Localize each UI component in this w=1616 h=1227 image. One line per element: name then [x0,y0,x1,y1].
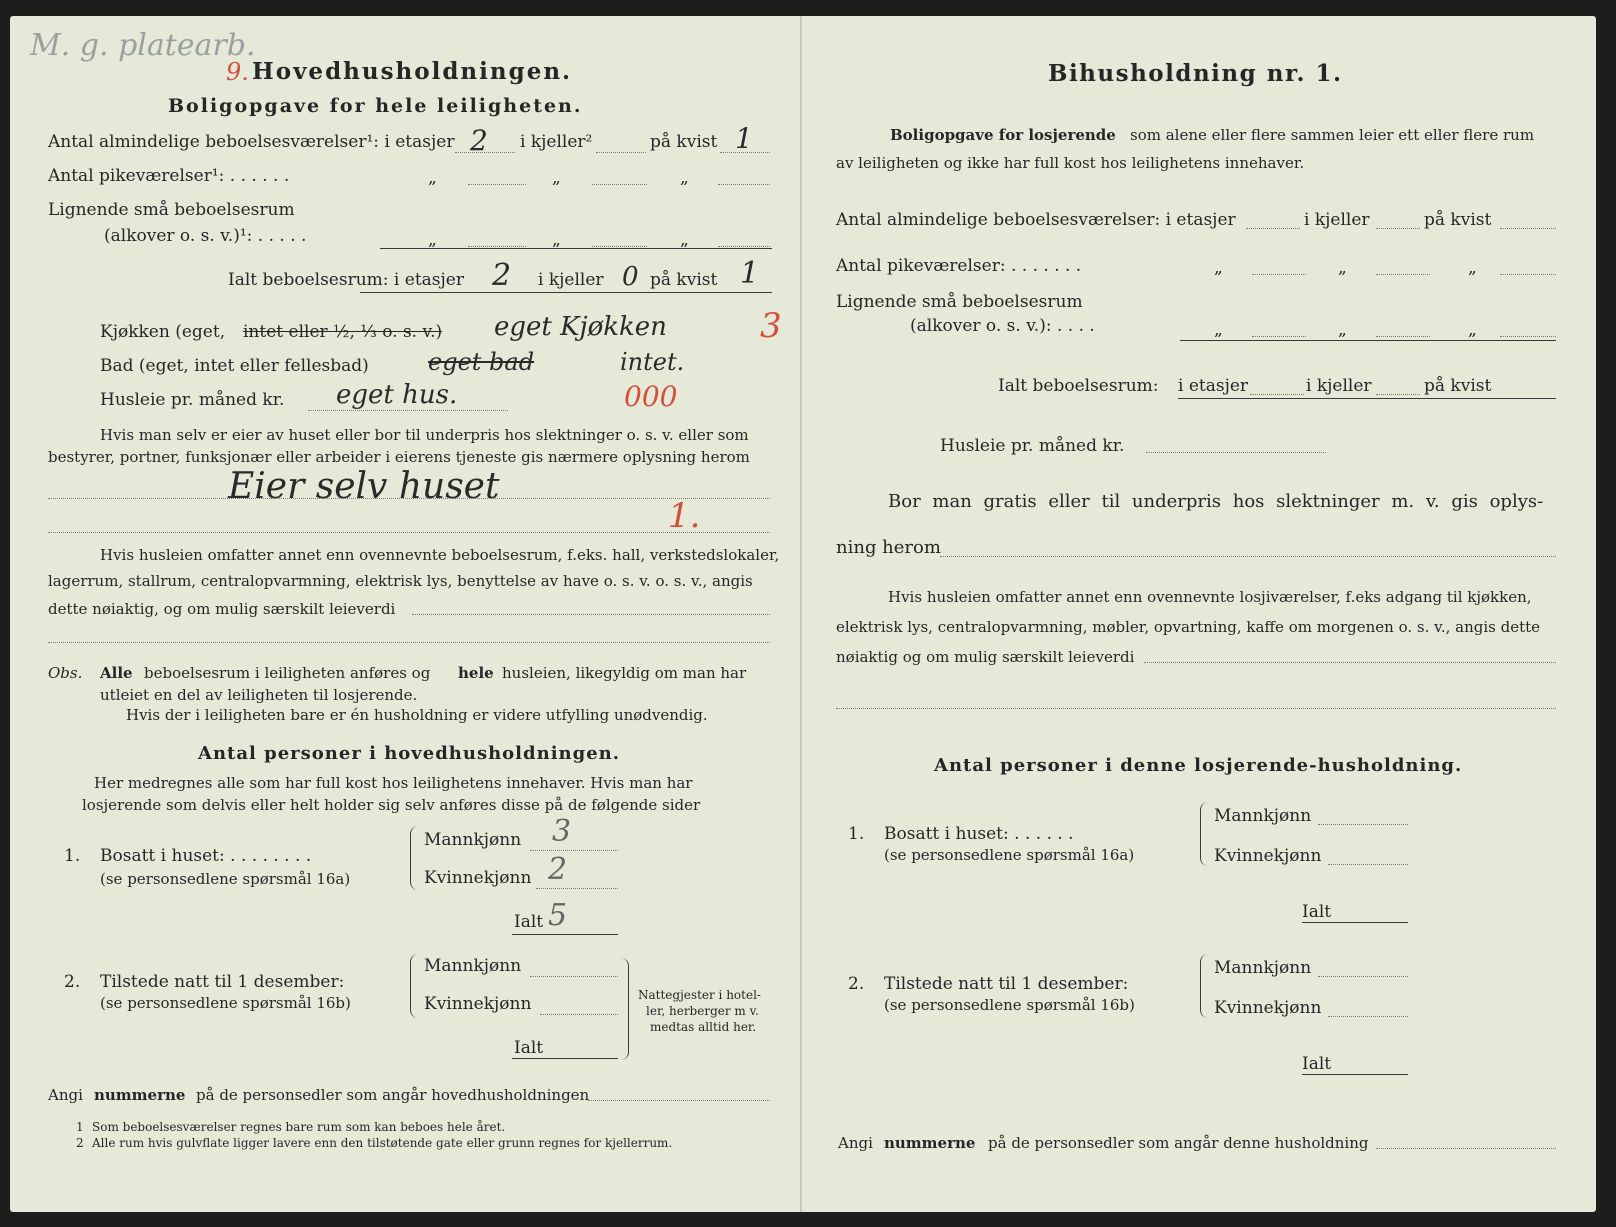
eier-line [48,498,770,499]
right-tilstede-label: Tilstede natt til 1 desember: [884,974,1129,994]
footnote-2-num: 2 [76,1136,84,1150]
eier-text-2: bestyrer, portner, funksjonær eller arbeider i eierens tjeneste gis nærmere oplysning herom [48,448,750,466]
omfatter-2: lagerrum, stallrum, centralopvarmning, elektrisk lys, benyttelse av have o. s. v. o. s. v., angis [48,572,753,590]
right-intro-bold: Boligopgave for losjerende [890,126,1116,144]
ditto-mark: „ [552,168,561,188]
right-intro-text-2: av leiligheten og ikke har full kost hos leilighetens innehaver. [836,154,1305,172]
right-tilstede-kvinne: Kvinnekjønn [1214,998,1322,1018]
omfatter-3: dette nøiaktig, og om mulig særskilt leieverdi [48,600,396,618]
center-fold [800,16,802,1212]
footnote-2: Alle rum hvis gulvflate ligger lavere enn den tilstøtende gate eller grunn regnes for kjellerrum. [92,1136,673,1150]
right-row2-label: Antal pikeværelser: . . . . . . . [836,256,1082,276]
bosatt-kvinne-line [536,888,618,889]
right-bosatt-ialt: Ialt [1302,902,1332,922]
obs-alle: Alle [100,664,133,682]
eier-red-mark: 1. [668,496,701,536]
row3b-label: (alkover o. s. v.)¹: . . . . . [104,226,307,246]
ditto-mark: „ [1468,258,1477,278]
natt-note-2: ler, herberger m v. [646,1004,759,1018]
bosatt-mann-value: 3 [552,814,572,849]
bosatt-ialt-value: 5 [548,898,568,933]
right-bosatt-label: Bosatt i huset: . . . . . . [884,824,1074,844]
right-ialt-kjeller-line [1376,394,1420,395]
husleie-value: eget hus. [336,380,458,410]
row2-label: Antal pikeværelser¹: . . . . . . [48,166,290,186]
kjokken-label-struck: intet eller ½, ⅓ o. s. v.) [243,322,443,342]
row3-line-a [468,246,526,247]
personer-text-1: Her medregnes alle som har full kost hos leilighetens innehaver. Hvis man har [94,774,693,792]
left-subtitle: Boligopgave for hele leiligheten. [168,95,583,117]
obs-text-1: beboelsesrum i leiligheten anføres og [144,664,431,682]
tilstede-num: 2. [64,972,81,992]
ditto-mark: „ [1338,320,1347,340]
husleie-line [308,410,508,411]
right-ialt-kjeller: i kjeller [1306,376,1372,396]
right-angi-nummerne: nummerne [884,1134,976,1152]
tilstede-ialt-line [512,1058,618,1059]
obs-text-2: utleiet en del av leiligheten til losjerende. [100,686,418,704]
row1-kvist-value: 1 [735,122,753,155]
right-row2-line-a [1252,274,1306,275]
husleie-red-mark: 000 [624,380,678,413]
right-row1-kvist: på kvist [1424,210,1492,230]
right-angi-label: Angi [838,1134,873,1152]
bosatt-mann-label: Mannkjønn [424,830,522,850]
bosatt-kvinne-value: 2 [548,852,568,887]
right-ialt-underline [1178,398,1556,399]
right-ialt-kvist: på kvist [1424,376,1492,396]
tilstede-ialt-label: Ialt [514,1038,544,1058]
right-tilstede-kvinne-line [1328,1016,1408,1017]
ialt-kjeller-value: 0 [622,262,639,292]
right-tilstede-ialt: Ialt [1302,1054,1332,1074]
right-omfatter-3: nøiaktig og om mulig særskilt leieverdi [836,648,1135,666]
obs-text-1b: husleien, likegyldig om man har [502,664,747,682]
ditto-mark: „ [1468,320,1477,340]
bosatt-ialt-label: Ialt [514,912,544,932]
footnote-1: Som beboelsesværelser regnes bare rum som kan beboes hele året. [92,1120,506,1134]
natt-note-1: Nattegjester i hotel- [638,988,761,1002]
right-bosatt-brace [1200,802,1209,866]
tilstede-label: Tilstede natt til 1 desember: [100,972,345,992]
right-tilstede-mann-line [1318,976,1408,977]
right-bosatt-kvinne-line [1328,864,1408,865]
right-husleie-line [1146,452,1326,453]
tilstede-brace [410,954,419,1018]
right-husleie-label: Husleie pr. måned kr. [940,436,1125,456]
angi-nummerne: nummerne [94,1086,186,1104]
tilstede-sub: (se personsedlene spørsmål 16b) [100,994,351,1012]
right-tilstede-num: 2. [848,974,865,994]
right-omfatter-2: elektrisk lys, centralopvarmning, møbler, opvartning, kaffe om morgenen o. s. v., angis dette [836,618,1541,636]
ditto-mark: „ [1214,320,1223,340]
bosatt-num: 1. [64,846,81,866]
bosatt-label: Bosatt i huset: . . . . . . . . [100,846,312,866]
bad-value-struck: eget bad [428,348,535,376]
obs-label: Obs. [48,664,83,682]
tilstede-kvinne-line [540,1014,618,1015]
right-row2-line-b [1376,274,1430,275]
personer-title: Antal personer i hovedhusholdningen. [198,743,621,764]
ialt-kvist-value: 1 [740,256,760,291]
right-ialt-etasjer-line [1250,394,1304,395]
natt-brace [618,958,629,1060]
kjokken-value: eget Kjøkken [494,312,667,342]
ialt-underline [360,292,772,293]
right-row1-label: Antal almindelige beboelsesværelser: i etasjer [836,210,1236,230]
omfatter-line-2 [48,642,770,643]
personer-text-2: losjerende som delvis eller helt holder sig selv anføres disse på de følgende sider [82,796,701,814]
right-gratis-2: ning herom [836,537,941,558]
right-row3-underline [1180,340,1556,341]
angi-label: Angi [48,1086,83,1104]
number-mark: 9. [226,58,249,86]
right-row2-line-c [1500,274,1556,275]
ditto-mark: „ [1214,258,1223,278]
bad-value: intet. [620,348,685,376]
right-ialt-etasjer: i etasjer [1178,376,1249,396]
right-omfatter-1: Hvis husleien omfatter annet enn ovennevnte losjiværelser, f.eks adgang til kjøkken, [888,588,1532,606]
tilstede-mann-line [530,976,618,977]
row3-line-c [718,246,770,247]
ialt-kjeller-label: i kjeller [538,270,604,290]
ditto-mark: „ [680,168,689,188]
right-intro-text: som alene eller flere sammen leier ett eller flere rum [1130,126,1535,144]
ialt-label: Ialt beboelsesrum: i etasjer [228,270,464,290]
corner-annotation: M. g. platearb. [30,28,256,63]
angi-line [588,1100,770,1101]
obs-hele: hele [458,664,494,682]
ditto-mark: „ [680,230,689,250]
row1-kjeller-label: i kjeller² [520,132,593,152]
right-bosatt-mann-line [1318,824,1408,825]
ditto-mark: „ [428,168,437,188]
row1-kjeller-line [596,152,646,153]
right-angi-text: på de personsedler som angår denne husholdning [988,1134,1369,1152]
bosatt-mann-line [530,850,618,851]
right-bosatt-kvinne: Kvinnekjønn [1214,846,1322,866]
ditto-mark: „ [1338,258,1347,278]
right-tilstede-brace [1200,954,1209,1018]
right-ialt-label: Ialt beboelsesrum: [998,376,1159,396]
right-row1-kjeller: i kjeller [1304,210,1370,230]
ditto-mark: „ [552,230,561,250]
tilstede-mann-label: Mannkjønn [424,956,522,976]
row3-underline [380,248,772,249]
row3-label: Lignende små beboelsesrum [48,200,295,220]
ialt-etasjer-value: 2 [492,258,512,293]
right-row1-kvist-line [1500,228,1556,229]
ditto-mark: „ [428,230,437,250]
row3-line-b [592,246,647,247]
right-bosatt-num: 1. [848,824,865,844]
right-tilstede-sub: (se personsedlene spørsmål 16b) [884,996,1135,1014]
right-title: Bihusholdning nr. 1. [1048,60,1343,87]
eier-text-1: Hvis man selv er eier av huset eller bor til underpris hos slektninger o. s. v. eller som [100,426,749,444]
right-bosatt-sub: (se personsedlene spørsmål 16a) [884,846,1135,864]
kjokken-label: Kjøkken (eget, [100,322,226,342]
eier-value: Eier selv huset [228,466,500,507]
omfatter-1: Hvis husleien omfatter annet enn ovennevnte beboelsesrum, f.eks. hall, verkstedslokaler, [100,546,780,564]
right-gratis-line [940,556,1556,557]
right-row1-etasjer-line [1246,228,1300,229]
row1-etasjer-value: 2 [470,124,488,157]
right-bosatt-mann: Mannkjønn [1214,806,1312,826]
row2-line-a [468,184,526,185]
right-angi-line [1376,1148,1556,1149]
right-row3b-label: (alkover o. s. v.): . . . . [910,316,1095,336]
row1-label: Antal almindelige beboelsesværelser¹: i etasjer [48,132,455,152]
ialt-kvist-label: på kvist [650,270,718,290]
right-personer-title: Antal personer i denne losjerende-husholdning. [934,755,1463,776]
row2-line-c [718,184,770,185]
natt-note-3: medtas alltid her. [650,1020,757,1034]
eier-line-2 [48,532,770,533]
right-omfatter-line-2 [836,708,1556,709]
right-omfatter-line [1144,662,1556,663]
tilstede-kvinne-label: Kvinnekjønn [424,994,532,1014]
omfatter-line [412,614,770,615]
right-tilstede-mann: Mannkjønn [1214,958,1312,978]
right-bosatt-ialt-line [1302,922,1408,923]
husleie-label: Husleie pr. måned kr. [100,390,285,410]
right-row3-label: Lignende små beboelsesrum [836,292,1083,312]
left-title: Hovedhusholdningen. [252,58,573,85]
row1-kvist-label: på kvist [650,132,718,152]
right-gratis-1: Bor man gratis eller til underpris hos slektninger m. v. gis oplys- [888,491,1544,512]
bosatt-sub: (se personsedlene spørsmål 16a) [100,870,351,888]
bad-label: Bad (eget, intet eller fellesbad) [100,356,369,376]
row2-line-b [592,184,647,185]
angi-text: på de personsedler som angår hovedhusholdningen [196,1086,590,1104]
obs-text-3: Hvis der i leiligheten bare er én husholdning er videre utfylling unødvendig. [126,706,708,724]
right-tilstede-ialt-line [1302,1074,1408,1075]
bosatt-brace [410,826,419,890]
bosatt-kvinne-label: Kvinnekjønn [424,868,532,888]
right-row3-line-b [1376,336,1430,337]
footnote-1-num: 1 [76,1120,84,1134]
right-row1-kjeller-line [1376,228,1420,229]
bosatt-ialt-line [512,934,618,935]
kjokken-red-mark: 3 [760,306,782,346]
right-row3-line-c [1500,336,1556,337]
right-row3-line-a [1252,336,1306,337]
